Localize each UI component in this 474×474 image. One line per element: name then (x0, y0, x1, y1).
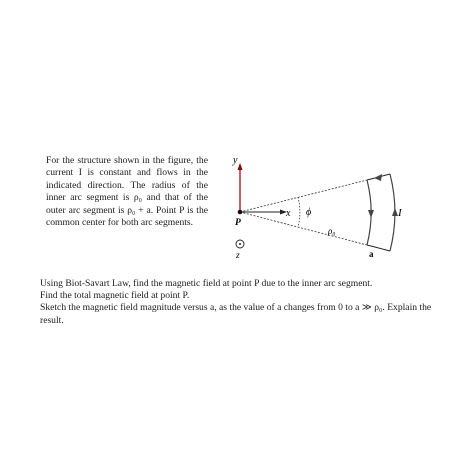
x-axis-label: x (286, 208, 291, 219)
lower-radial-line (240, 212, 367, 245)
problem-statement (46, 155, 208, 229)
upper-radial-line (240, 180, 367, 212)
z-dot (239, 243, 241, 245)
point-p-label: P (235, 218, 241, 228)
current-arrow-top (374, 174, 382, 181)
question-3: Sketch the magnetic field magnitude versus a, as the value of a changes from 0 to a ≫ ρ₀. Explain the result. (40, 302, 432, 326)
z-axis-label: z (236, 251, 240, 260)
point-p (238, 210, 243, 215)
phi-label: ϕ (306, 207, 312, 218)
question-2: Find the total magnetic field at point P. (40, 290, 190, 302)
y-axis-label: y (233, 155, 238, 166)
rho-label: ρ₀ (328, 226, 336, 236)
question-1: Using Biot-Savart Law, find the magnetic field at point P due to the inner arc segment. (40, 278, 373, 289)
inner-arc-arrow (368, 210, 374, 218)
arc-diagram (222, 150, 422, 260)
phi-angle-arc (298, 197, 300, 227)
figure (222, 150, 422, 260)
current-label: I (398, 207, 402, 219)
y-axis-arrowhead (238, 163, 243, 170)
questions (40, 278, 440, 327)
problem-intro: For the structure shown in the figure, the current I is constant and flows in the indicated direction. The radius of the inner arc segment is ρ₀ and that of the outer arc segment is ρ₀ + a. Point P is the common center for both arc segments. (46, 155, 208, 229)
a-label: a (369, 249, 374, 259)
